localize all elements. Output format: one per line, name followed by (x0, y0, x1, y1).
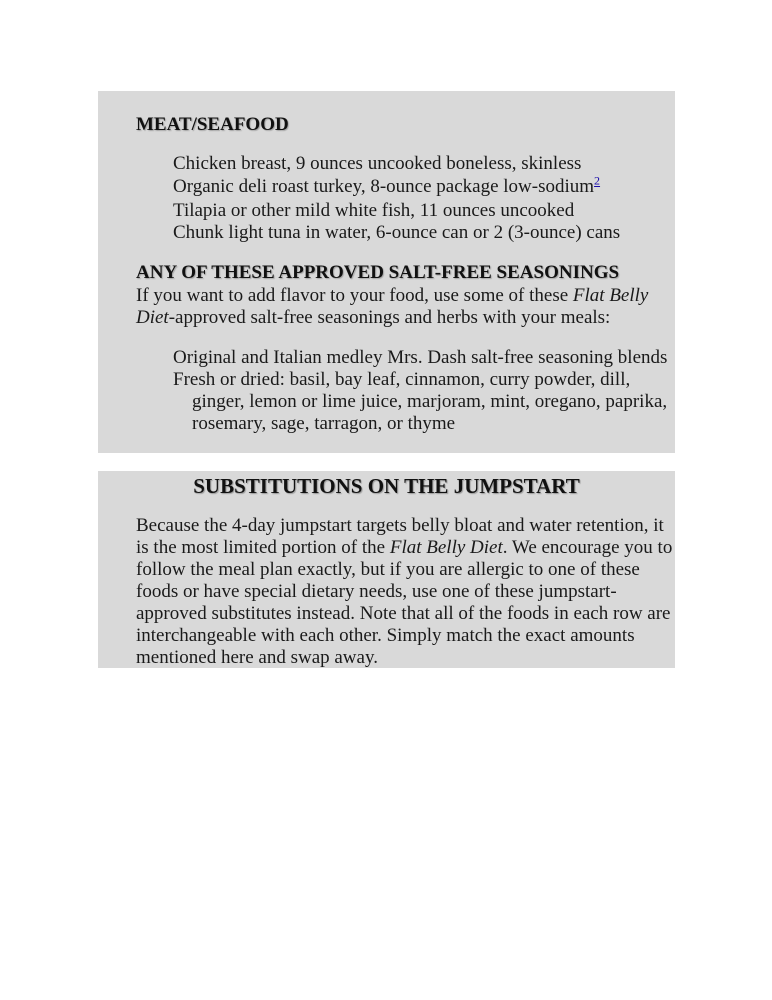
intro-text: If you want to add flavor to your food, use some of these (136, 285, 573, 306)
intro-text: -approved salt-free seasonings and herbs with your meals: (168, 307, 611, 328)
paragraph-line: mentioned here and swap away. (136, 647, 378, 668)
paragraph-line: approved substitutes instead. Note that all of the foods in each row are (136, 603, 671, 624)
list-item: Chunk light tuna in water, 6-ounce can or 2 (3-ounce) cans (173, 222, 621, 243)
list-item: Chicken breast, 9 ounces uncooked boneless, skinless (173, 153, 582, 174)
substitutions-heading: SUBSTITUTIONS ON THE JUMPSTART (193, 474, 580, 498)
footnote-link[interactable]: 2 (594, 173, 601, 188)
list-item (173, 173, 601, 198)
paragraph-line (136, 537, 672, 559)
substitutions-panel (98, 471, 675, 668)
list-item-continuation: ginger, lemon or lime juice, marjoram, mint, oregano, paprika, (192, 391, 668, 412)
book-title: Flat Belly (572, 285, 649, 306)
seasonings-intro-line (136, 307, 610, 329)
meat-seafood-heading: MEAT/SEAFOOD (136, 114, 289, 135)
paragraph-text: is the most limited portion of the (136, 537, 390, 558)
paragraph-line: Because the 4-day jumpstart targets belly bloat and water retention, it (136, 515, 664, 536)
paragraph-line: interchangeable with each other. Simply match the exact amounts (136, 625, 635, 646)
list-item-continuation: rosemary, sage, tarragon, or thyme (192, 413, 456, 434)
footnote-reference (594, 174, 600, 188)
list-item: Original and Italian medley Mrs. Dash salt-free seasoning blends (173, 347, 668, 368)
seasonings-intro-line (136, 285, 648, 307)
seasonings-heading: ANY OF THESE APPROVED SALT-FREE SEASONINGS (136, 262, 620, 283)
list-item-text: Organic deli roast turkey, 8-ounce package low-sodium (173, 176, 595, 197)
paragraph-text: . We encourage you to (502, 537, 673, 558)
paragraph-line: foods or have special dietary needs, use one of these jumpstart- (136, 581, 617, 602)
list-item: Tilapia or other mild white fish, 11 ounces uncooked (173, 200, 575, 221)
book-title: Flat Belly Diet (389, 537, 503, 558)
list-item: Fresh or dried: basil, bay leaf, cinnamon, curry powder, dill, (173, 369, 631, 390)
shopping-list-panel (98, 91, 675, 453)
book-title: Diet (136, 307, 169, 328)
paragraph-line: follow the meal plan exactly, but if you are allergic to one of these (136, 559, 640, 580)
